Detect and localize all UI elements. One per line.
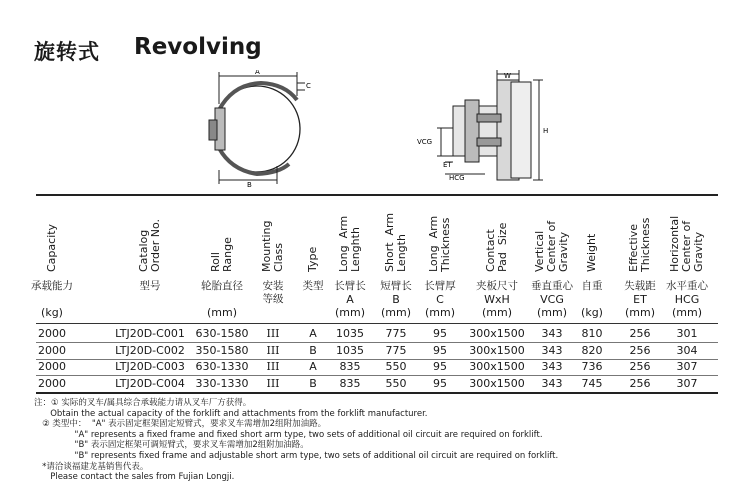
column-header-en bbox=[618, 206, 662, 272]
column-header-symbol: C bbox=[436, 293, 444, 306]
column-header-en-text: Short Arm Length bbox=[383, 212, 408, 272]
column-header-symbol: HCG bbox=[674, 293, 700, 306]
column-header-cn: 安装 等级 bbox=[262, 280, 284, 305]
table-cell: 95 bbox=[433, 376, 447, 390]
table-cell: 95 bbox=[433, 343, 447, 357]
dim-h-label: H bbox=[543, 127, 549, 135]
column-header-unit: (mm) bbox=[481, 306, 512, 319]
table-cell: 835 bbox=[339, 360, 361, 373]
table-cell: 550 bbox=[385, 360, 407, 373]
table-cell: 810 bbox=[581, 327, 603, 340]
column-header-cn: 垂直重心 bbox=[531, 280, 573, 292]
table-cell: 775 bbox=[385, 327, 407, 340]
table-cell: B bbox=[309, 343, 317, 357]
column-header-en bbox=[418, 206, 462, 272]
note-line: "B" 表示固定框架可调短臂式，要求叉车需增加2组附加油路。 bbox=[34, 440, 309, 451]
column-header-symbol: A bbox=[346, 293, 354, 306]
table-cell: III bbox=[266, 343, 280, 357]
table-cell: 2000 bbox=[38, 343, 66, 357]
table-cell: 1035 bbox=[336, 327, 364, 340]
column-header-symbol: B bbox=[392, 293, 400, 306]
table-cell: 2000 bbox=[38, 360, 66, 373]
table-cell: 301 bbox=[676, 327, 698, 340]
table-cell: A bbox=[309, 327, 317, 340]
table-bottom-rule bbox=[36, 392, 718, 394]
column-header-en-text: Capacity bbox=[45, 223, 58, 272]
table-cell: 300x1500 bbox=[469, 327, 525, 340]
table-cell: 343 bbox=[541, 376, 563, 390]
table-cell: 307 bbox=[676, 376, 698, 390]
table-cell: 343 bbox=[541, 343, 563, 357]
table-cell: 256 bbox=[629, 327, 651, 340]
column-header-en bbox=[128, 206, 172, 272]
table-cell: 300x1500 bbox=[469, 376, 525, 390]
table-cell: A bbox=[309, 360, 317, 373]
column-header-en bbox=[374, 206, 418, 272]
table-cell: III bbox=[266, 376, 280, 390]
column-header-en bbox=[200, 206, 244, 272]
table-cell: 350-1580 bbox=[195, 343, 249, 357]
dim-et-label: ET bbox=[443, 161, 452, 169]
table-cell: 330-1330 bbox=[195, 376, 249, 390]
column-header-unit: (mm) bbox=[334, 306, 365, 319]
column-header-cn: 失载距 bbox=[624, 280, 656, 292]
column-header-en bbox=[251, 206, 295, 272]
note-line: Please contact the sales from Fujian Longji. bbox=[34, 472, 235, 483]
column-header-en-text: Long Arm Thickness bbox=[427, 215, 452, 272]
column-header-en-text: Mounting Class bbox=[260, 220, 285, 272]
column-header-en bbox=[570, 206, 614, 272]
column-header-en-text: Long Arm Lenghth bbox=[337, 215, 362, 272]
dim-vcg-label: VCG bbox=[417, 138, 433, 146]
column-header-en-text: Effective Thickness bbox=[627, 217, 652, 272]
table-cell: 745 bbox=[581, 376, 603, 390]
dim-c-label: C bbox=[306, 82, 311, 90]
dim-b-label: B bbox=[247, 181, 252, 188]
table-cell: LTJ20D-C004 bbox=[115, 376, 185, 390]
table-cell: III bbox=[266, 327, 280, 340]
column-header-unit: (kg) bbox=[41, 306, 63, 319]
column-header-unit: (mm) bbox=[624, 306, 655, 319]
table-cell: 775 bbox=[385, 343, 407, 357]
column-header-en bbox=[30, 206, 74, 272]
note-line: Obtain the actual capacity of the forklift and attachments from the forklift manufacturer. bbox=[34, 408, 428, 419]
column-header-en bbox=[665, 206, 709, 272]
column-header-unit: (mm) bbox=[424, 306, 455, 319]
table-cell: 256 bbox=[629, 376, 651, 390]
table-header-rule bbox=[36, 323, 718, 324]
table-cell: 550 bbox=[385, 376, 407, 390]
table-cell: 630-1580 bbox=[195, 327, 249, 340]
column-header-en bbox=[475, 206, 519, 272]
table-cell: 835 bbox=[339, 376, 361, 390]
page-title-cn: 旋转式 bbox=[34, 40, 100, 64]
table-cell: 95 bbox=[433, 360, 447, 373]
column-header-cn: 夹板尺寸 bbox=[476, 280, 518, 292]
page-title-en: Revolving bbox=[134, 34, 262, 60]
column-header-unit: (kg) bbox=[581, 306, 603, 319]
roll-clamp-side-view-diagram bbox=[415, 70, 555, 188]
table-cell: 307 bbox=[676, 360, 698, 373]
table-cell: LTJ20D-C001 bbox=[115, 327, 185, 340]
table-cell: 343 bbox=[541, 360, 563, 373]
table-top-rule bbox=[36, 194, 718, 196]
table-cell: LTJ20D-C003 bbox=[115, 360, 185, 373]
dim-hcg-label: HCG bbox=[449, 174, 465, 182]
table-cell: LTJ20D-C002 bbox=[115, 343, 185, 357]
table-cell: 95 bbox=[433, 327, 447, 340]
column-header-cn: 水平重心 bbox=[666, 280, 708, 292]
dim-a-label: A bbox=[255, 70, 260, 76]
column-header-cn: 型号 bbox=[139, 280, 161, 292]
table-cell: 256 bbox=[629, 343, 651, 357]
column-header-unit: (mm) bbox=[671, 306, 702, 319]
column-header-en-text: Catalog Order No. bbox=[137, 218, 162, 272]
table-cell: III bbox=[266, 360, 280, 373]
column-header-cn: 长臂长 bbox=[334, 280, 366, 292]
column-header-en-text: Weight bbox=[585, 233, 598, 272]
note-line: *请洽谈福建龙基销售代表。 bbox=[34, 461, 149, 472]
column-header-symbol: ET bbox=[633, 293, 647, 306]
column-header-en-text: Horizontal Center of Gravity bbox=[668, 215, 705, 272]
column-header-symbol: VCG bbox=[540, 293, 564, 306]
column-header-symbol: WxH bbox=[484, 293, 510, 306]
column-header-cn: 类型 bbox=[302, 280, 324, 292]
column-header-unit: (mm) bbox=[536, 306, 567, 319]
table-cell: 343 bbox=[541, 327, 563, 340]
column-header-cn: 承载能力 bbox=[31, 280, 73, 292]
column-header-en-text: Type bbox=[306, 246, 319, 272]
table-cell: B bbox=[309, 376, 317, 390]
column-header-en-text: Vertical Center of Gravity bbox=[533, 220, 570, 272]
note-line: "A" represents a fixed frame and fixed short arm type, two sets of additional oil circuit are required on forklift. bbox=[34, 429, 543, 440]
column-header-cn: 自重 bbox=[581, 280, 603, 292]
table-cell: 630-1330 bbox=[195, 360, 249, 373]
dim-w-label: W bbox=[504, 72, 511, 80]
table-cell: 1035 bbox=[336, 343, 364, 357]
table-cell: 820 bbox=[581, 343, 603, 357]
table-cell: 304 bbox=[676, 343, 698, 357]
column-header-en bbox=[530, 206, 574, 272]
table-cell: 2000 bbox=[38, 376, 66, 390]
table-cell: 256 bbox=[629, 360, 651, 373]
column-header-cn: 轮胎直径 bbox=[201, 280, 243, 292]
column-header-en bbox=[328, 206, 372, 272]
note-line: 注：① 实际的叉车/属具综合承载能力请从叉车厂方获得。 bbox=[34, 398, 252, 408]
table-cell: 300x1500 bbox=[469, 360, 525, 373]
table-cell: 2000 bbox=[38, 327, 66, 340]
column-header-en-text: Roll Range bbox=[209, 237, 234, 272]
column-header-cn: 长臂厚 bbox=[424, 280, 456, 292]
note-line: "B" represents fixed frame and adjustable short arm type, two sets of additional oil circuit are required on forklift. bbox=[34, 451, 559, 461]
column-header-cn: 短臂长 bbox=[380, 280, 412, 292]
table-cell: 300x1500 bbox=[469, 343, 525, 357]
column-header-unit: (mm) bbox=[206, 306, 237, 319]
roll-clamp-top-view-diagram bbox=[205, 70, 315, 188]
column-header-en-text: Contact Pad Size bbox=[484, 222, 509, 272]
table-cell: 736 bbox=[581, 360, 603, 373]
note-line: ② 类型中： "A" 表示固定框架固定短臂式，要求叉车需增加2组附加油路。 bbox=[34, 419, 327, 430]
column-header-unit: (mm) bbox=[380, 306, 411, 319]
